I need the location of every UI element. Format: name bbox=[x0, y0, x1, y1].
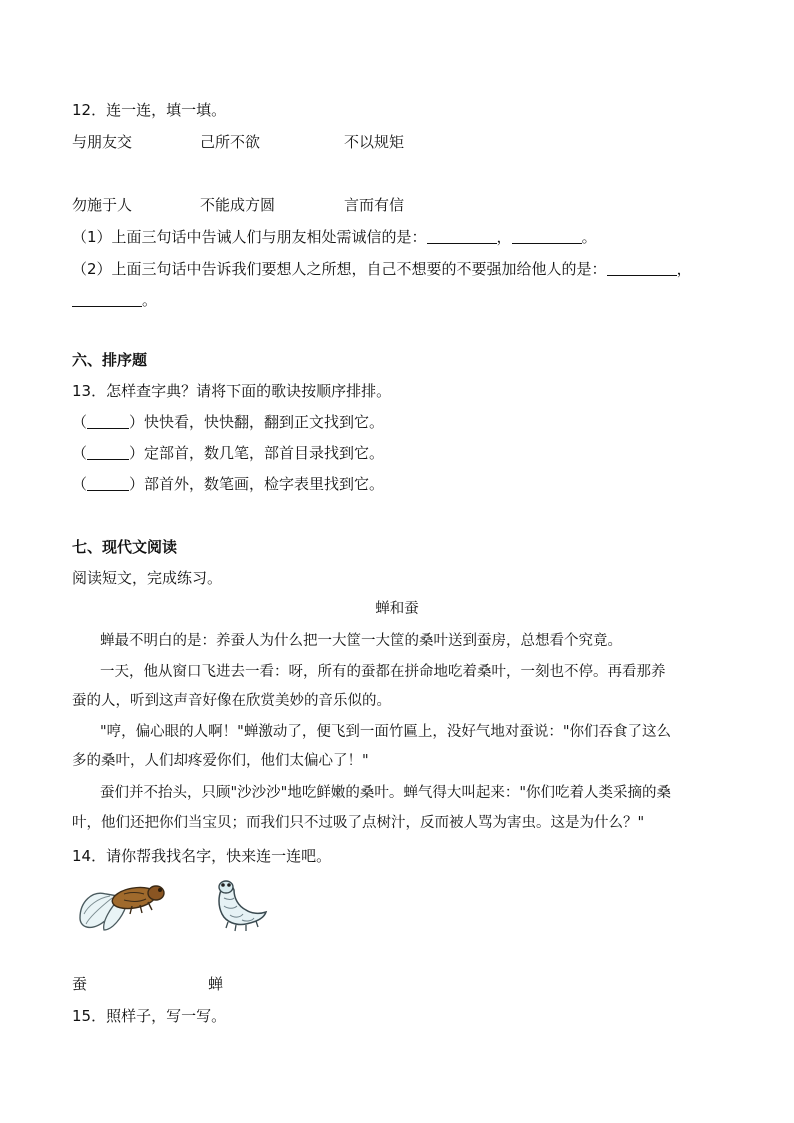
answer-blank[interactable] bbox=[72, 292, 142, 307]
silkworm-image[interactable] bbox=[208, 878, 272, 938]
comma: ， bbox=[676, 260, 692, 278]
passage-paragraph-2-cont: 蚕的人，听到这声音好像在欣赏美妙的音乐似的。 bbox=[72, 693, 391, 709]
period: 。 bbox=[581, 228, 597, 246]
q12-title: 12．连一连，填一填。 bbox=[72, 101, 227, 119]
label-silkworm[interactable]: 蚕 bbox=[72, 975, 88, 993]
paren-close: ） bbox=[129, 475, 145, 493]
paren-close: ） bbox=[129, 413, 145, 431]
match-item-bottom-3[interactable]: 言而有信 bbox=[344, 196, 405, 214]
label-cicada[interactable]: 蝉 bbox=[208, 975, 224, 993]
reading-instruction: 阅读短文，完成练习。 bbox=[72, 569, 223, 587]
order-line-text: 定部首，数几笔，部首目录找到它。 bbox=[144, 444, 385, 462]
q12-sub1 bbox=[72, 228, 597, 246]
order-blank[interactable] bbox=[87, 445, 129, 460]
order-line-2 bbox=[72, 444, 384, 462]
passage-paragraph-1: 蝉最不明白的是：养蚕人为什么把一大筐一大筐的桑叶送到蚕房，总想看个究竟。 bbox=[100, 633, 622, 649]
q12-sub2 bbox=[72, 260, 692, 278]
q14-title: 14．请你帮我找名字，快来连一连吧。 bbox=[72, 847, 332, 865]
period: 。 bbox=[142, 291, 158, 309]
order-blank[interactable] bbox=[87, 414, 129, 429]
match-item-top-3[interactable]: 不以规矩 bbox=[344, 133, 405, 151]
q13-title: 13．怎样查字典？请将下面的歌诀按顺序排排。 bbox=[72, 382, 392, 400]
paren-open: （ bbox=[72, 444, 88, 462]
section-heading-7: 七、现代文阅读 bbox=[72, 538, 178, 556]
answer-blank[interactable] bbox=[427, 229, 497, 244]
passage-title: 蝉和蚕 bbox=[375, 601, 419, 617]
answer-blank[interactable] bbox=[512, 229, 582, 244]
comma: ， bbox=[496, 228, 512, 246]
q15-title: 15．照样子，写一写。 bbox=[72, 1007, 227, 1025]
paren-close: ） bbox=[129, 444, 145, 462]
order-line-3 bbox=[72, 475, 384, 493]
passage-paragraph-3-cont: 多的桑叶，人们却疼爱你们，他们太偏心了！" bbox=[72, 753, 369, 769]
match-item-top-1[interactable]: 与朋友交 bbox=[72, 133, 133, 151]
match-item-bottom-1[interactable]: 勿施于人 bbox=[72, 196, 133, 214]
cicada-image[interactable] bbox=[76, 880, 168, 932]
match-item-bottom-2[interactable]: 不能成方圆 bbox=[200, 196, 276, 214]
passage-paragraph-2: 一天，他从窗口飞进去一看：呀，所有的蚕都在拼命地吃着桑叶，一刻也不停。再看那养 bbox=[100, 664, 666, 680]
match-item-top-2[interactable]: 己所不欲 bbox=[200, 133, 261, 151]
q12-sub2-cont bbox=[72, 291, 157, 309]
order-line-text: 部首外，数笔画，检字表里找到它。 bbox=[144, 475, 385, 493]
section-heading-6: 六、排序题 bbox=[72, 351, 148, 369]
passage-paragraph-4-cont: 叶，他们还把你们当宝贝；而我们只不过吸了点树汁，反而被人骂为害虫。这是为什么？" bbox=[72, 815, 645, 831]
paren-open: （ bbox=[72, 475, 88, 493]
order-blank[interactable] bbox=[87, 476, 129, 491]
q12-sub1-text: （1）上面三句话中告诫人们与朋友相处需诚信的是： bbox=[72, 228, 427, 246]
paren-open: （ bbox=[72, 413, 88, 431]
passage-paragraph-4: 蚕们并不抬头，只顾"沙沙沙"地吃鲜嫩的桑叶。蝉气得大叫起来："你们吃着人类采摘的桑 bbox=[100, 785, 672, 801]
passage-paragraph-3: "哼，偏心眼的人啊！"蝉激动了，便飞到一面竹匾上，没好气地对蚕说："你们吞食了这么 bbox=[100, 724, 672, 740]
answer-blank[interactable] bbox=[607, 261, 677, 276]
order-line-text: 快快看，快快翻，翻到正文找到它。 bbox=[144, 413, 385, 431]
order-line-1 bbox=[72, 413, 384, 431]
q12-sub2-text: （2）上面三句话中告诉我们要想人之所想，自己不想要的不要强加给他人的是： bbox=[72, 260, 607, 278]
